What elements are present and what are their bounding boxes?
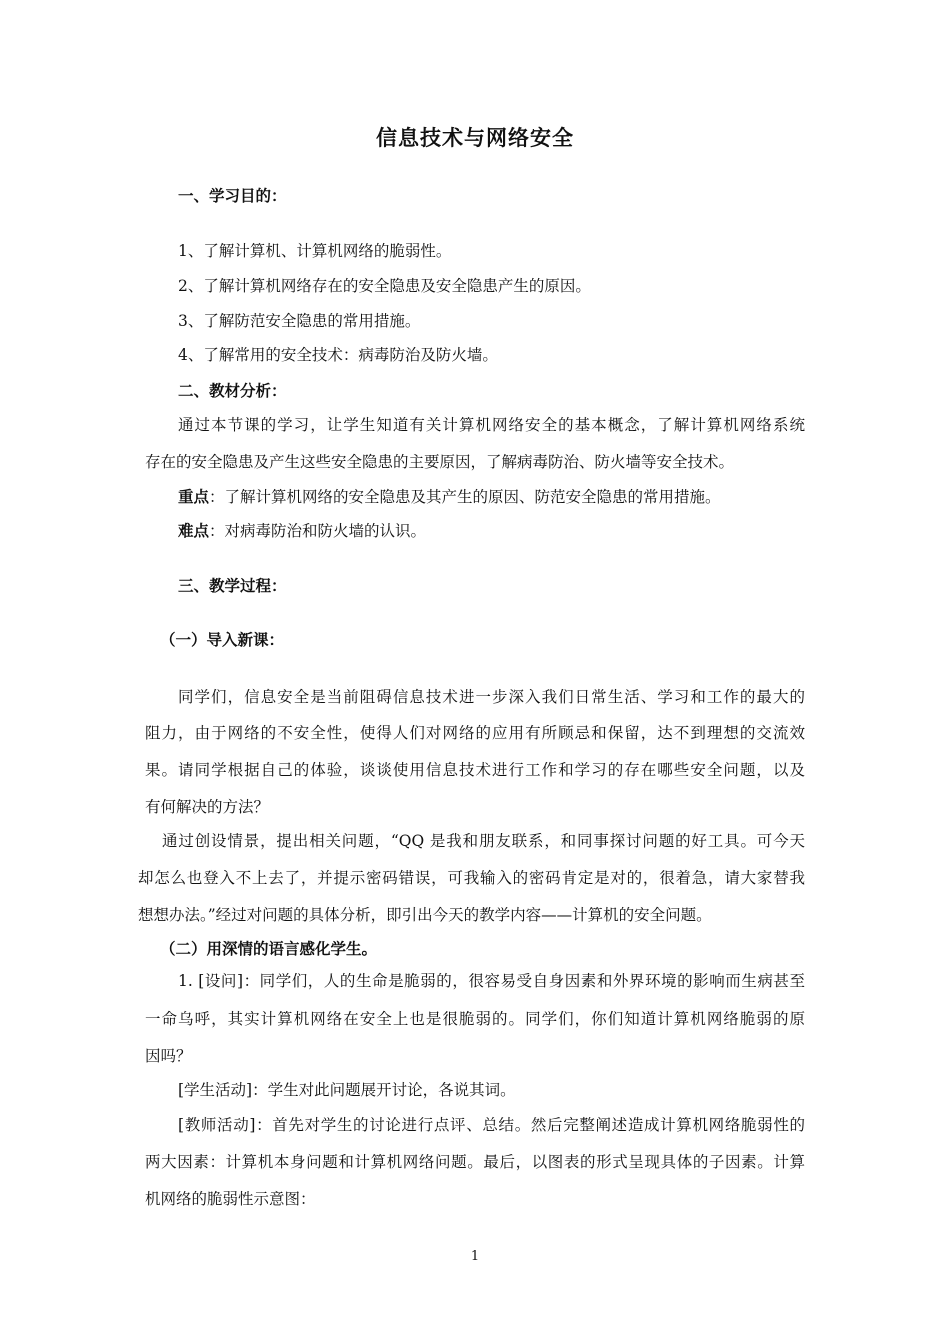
- intro-paragraph-line: 果。请同学根据自己的体验，谈谈使用信息技术进行工作和学习的存在哪些安全问题，以及: [145, 761, 805, 779]
- teacher-activity-line: 两大因素：计算机本身问题和计算机网络问题。最后，以图表的形式呈现具体的子因素。计算: [145, 1153, 805, 1171]
- key-point-line: [178, 486, 721, 508]
- scenario-paragraph-line: 想想办法。”经过对问题的具体分析，即引出今天的教学内容——计算机的安全问题。: [138, 906, 712, 924]
- section-heading-objectives: 一、学习目的：: [178, 186, 287, 205]
- objective-item: 4、了解常用的安全技术：病毒防治及防火墙。: [178, 346, 498, 364]
- teacher-activity-line: [教师活动]：首先对学生的讨论进行点评、总结。然后完整阐述造成计算机网络脆弱性的: [178, 1116, 805, 1134]
- question-paragraph-line: 因吗？: [145, 1047, 192, 1065]
- difficulty-text: ：对病毒防治和防火墙的认识。: [209, 522, 427, 540]
- student-activity-line: [学生活动]：学生对此问题展开讨论，各说其词。: [178, 1081, 516, 1099]
- objective-item: 2、了解计算机网络存在的安全隐患及安全隐患产生的原因。: [178, 277, 591, 295]
- objective-item: 3、了解防范安全隐患的常用措施。: [178, 312, 421, 330]
- difficulty-line: [178, 520, 426, 542]
- question-paragraph-line: 1. [设问]：同学们，人的生命是脆弱的，很容易受自身因素和外界环境的影响而生病甚至: [178, 972, 805, 990]
- scenario-paragraph-line: 却怎么也登入不上去了，并提示密码错误，可我输入的密码肯定是对的，很着急，请大家替我: [138, 869, 805, 887]
- intro-paragraph-line: 阻力，由于网络的不安全性，使得人们对网络的应用有所顾忌和保留，达不到理想的交流效: [145, 724, 805, 742]
- page-number: 1: [470, 1249, 480, 1264]
- key-point-text: ：了解计算机网络的安全隐患及其产生的原因、防范安全隐患的常用措施。: [209, 488, 721, 506]
- subsection-heading-moral: （二）用深情的语言感化学生。: [160, 939, 378, 958]
- section-heading-process: 三、教学过程：: [178, 576, 287, 595]
- teacher-activity-line: 机网络的脆弱性示意图：: [145, 1190, 316, 1208]
- objective-item: 1、了解计算机、计算机网络的脆弱性。: [178, 242, 452, 260]
- difficulty-label: 难点: [178, 521, 210, 540]
- question-paragraph-line: 一命乌呼，其实计算机网络在安全上也是很脆弱的。同学们，你们知道计算机网络脆弱的原: [145, 1010, 805, 1028]
- scenario-paragraph-line: 通过创设情景，提出相关问题，“QQ 是我和朋友联系，和同事探讨问题的好工具。可今天: [162, 832, 805, 850]
- intro-paragraph-line: 有何解决的方法？: [145, 798, 270, 816]
- intro-paragraph-line: 同学们，信息安全是当前阻碍信息技术进一步深入我们日常生活、学习和工作的最大的: [178, 688, 805, 706]
- analysis-line: 通过本节课的学习，让学生知道有关计算机网络安全的基本概念，了解计算机网络系统: [178, 416, 805, 434]
- subsection-heading-intro: （一）导入新课：: [160, 630, 285, 649]
- analysis-line: 存在的安全隐患及产生这些安全隐患的主要原因，了解病毒防治、防火墙等安全技术。: [145, 453, 735, 471]
- section-heading-analysis: 二、教材分析：: [178, 381, 287, 400]
- document-title: 信息技术与网络安全: [376, 125, 574, 150]
- key-point-label: 重点: [178, 487, 210, 506]
